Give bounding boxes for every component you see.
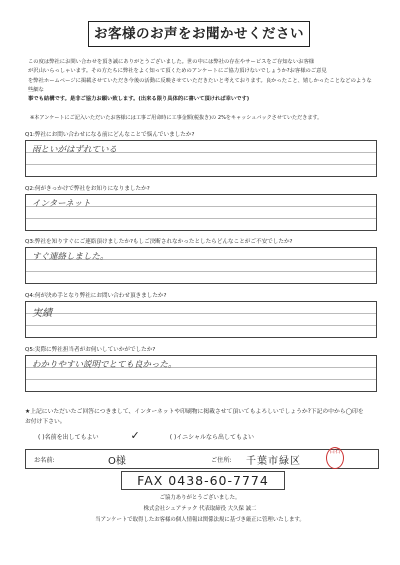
question-5 bbox=[25, 346, 377, 392]
question-3 bbox=[25, 238, 377, 284]
question-1 bbox=[25, 131, 377, 177]
privacy-note: 当アンケートで取得したお客様の個人情報は関係法規に基づき厳正に管理いたします。 bbox=[95, 517, 305, 523]
checkmark-icon: ✓ bbox=[130, 429, 140, 442]
fax-number: FAX 0438-60-7774 bbox=[121, 471, 285, 490]
address-label: ご住所: bbox=[211, 457, 232, 464]
question-text: Q5:実際に弊社担当者がお伺いしていかがでしたか? bbox=[25, 347, 156, 353]
option-initials-label: ( )イニシャルなら出してもよい bbox=[169, 434, 254, 441]
intro-line: 事でも結構です。是非ご協力お願い致します。(出来る限り具体的に書いて頂ければ幸いです) bbox=[28, 96, 250, 103]
handwritten-answer: すぐ連絡しました。 bbox=[32, 252, 109, 262]
consent-question bbox=[25, 407, 380, 427]
handwritten-answer: わかりやすい説明でとても良かった。 bbox=[32, 360, 177, 370]
question-text: Q4:何が決め手となり弊社にお問い合わせ頂きましたか? bbox=[25, 293, 167, 299]
address-value[interactable]: 千葉市緑区 bbox=[246, 456, 301, 467]
handwritten-answer: インターネット bbox=[32, 199, 91, 209]
cashback-note: ※本アンケートにご記入いただいたお客様には工事ご用命時に工事金額(税抜き)の 2%をキャッシュバックさせていただきます。 bbox=[30, 115, 323, 121]
company-info: 株式会社シェアテック 代表取締役 大久保 誠二 bbox=[143, 506, 257, 512]
handwritten-answer: 雨といがはずれている bbox=[32, 145, 118, 155]
question-4 bbox=[25, 292, 377, 338]
question-2 bbox=[25, 185, 377, 231]
seal-stamp: 白石 bbox=[326, 447, 344, 469]
intro-line: この度は弊社にお問い合わせを頂き誠にありがとうございました。世の中には弊社の存在やサービスをご存知ないお客様 bbox=[28, 59, 315, 65]
name-address-row bbox=[25, 449, 379, 469]
option-initials[interactable] bbox=[130, 429, 284, 442]
question-text: Q3:弊社を知りすぐにご連絡頂けましたか?もしご決断されなかったとしたらどんなことがご不安でしたか? bbox=[25, 239, 293, 245]
intro-line: が沢山いらっしゃいます。その方たちに弊社をよく知って頂くためのアンケートにご協力頂けないでしょうか?お客様のご意見 bbox=[28, 68, 327, 75]
consent-line: ★上記にいただいたご回答につきまして、インターネットや印刷物に掲載させて頂いてもよろしいでしょうか?下記の中から◯印を bbox=[25, 409, 364, 415]
answer-box[interactable] bbox=[25, 247, 377, 284]
consent-choices bbox=[38, 429, 314, 442]
form-title: お客様のお声をお聞かせください bbox=[88, 21, 310, 47]
intro-text bbox=[28, 58, 373, 104]
intro-line: を弊社ホームページに掲載させていただき今後の活動に反映させていただきたいと考えております。良かったこと、嬉しかったことなどのような些細な bbox=[28, 77, 372, 93]
consent-line: お付け下さい。 bbox=[25, 419, 66, 425]
answer-box[interactable] bbox=[25, 355, 377, 392]
question-text: Q1:弊社にお問い合わせになる前にどんなことで悩んでいましたか? bbox=[25, 132, 195, 138]
answer-box[interactable] bbox=[25, 194, 377, 231]
question-text: Q2:何がきっかけで弊社をお知りになりましたか? bbox=[25, 186, 150, 192]
answer-box[interactable] bbox=[25, 140, 377, 177]
name-value[interactable]: O様 bbox=[108, 456, 126, 467]
option-full-name[interactable]: ( )名前を出してもよい bbox=[38, 434, 99, 441]
name-label: お名前: bbox=[34, 457, 55, 464]
thanks-text: ご協力ありがとうございました。 bbox=[159, 495, 241, 501]
answer-box[interactable] bbox=[25, 301, 377, 338]
handwritten-answer: 実績 bbox=[32, 308, 52, 319]
